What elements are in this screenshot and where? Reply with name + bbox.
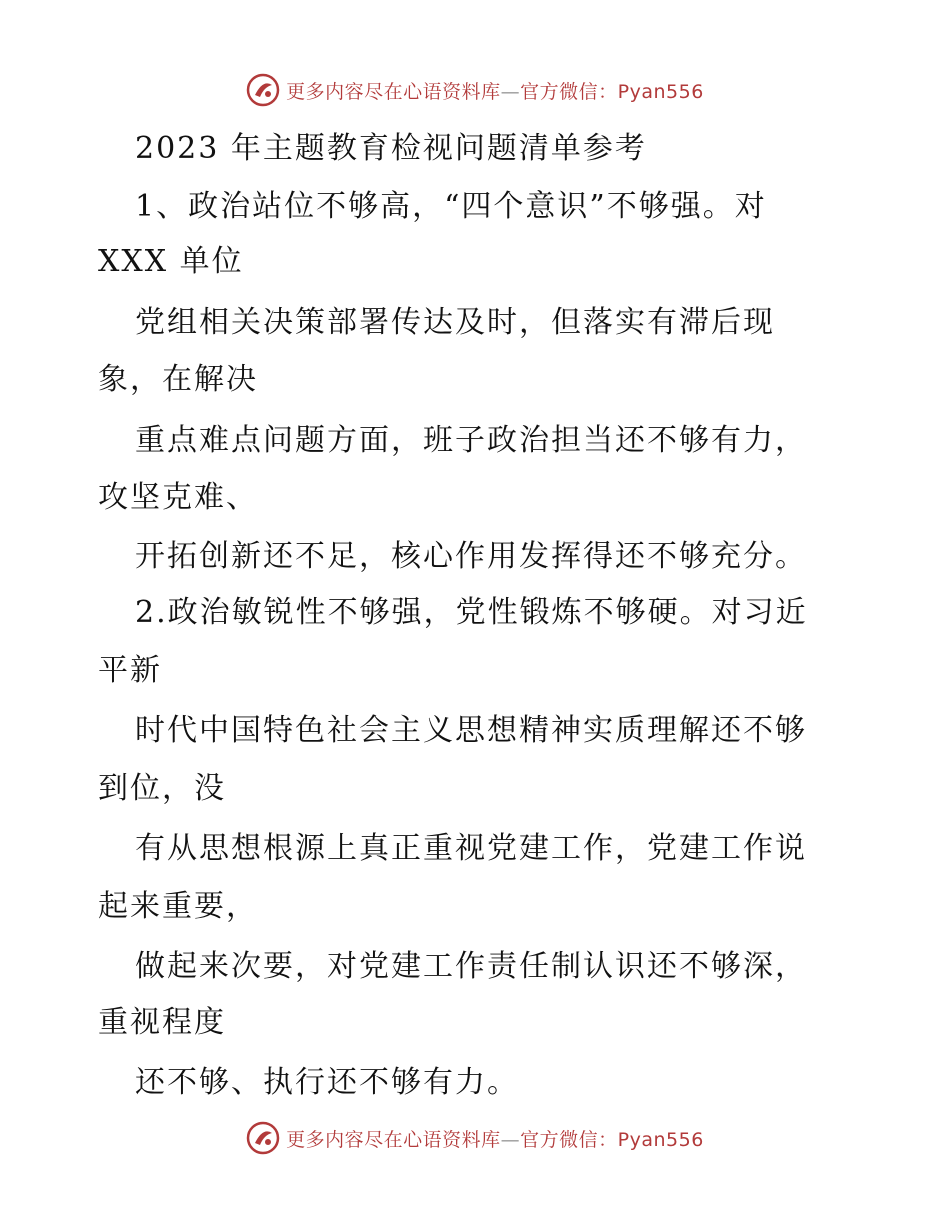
watermark-banner-top <box>0 70 950 110</box>
text-line: 重点难点问题方面，班子政治担当还不够有力， <box>135 423 807 458</box>
text-line: 到位，没 <box>98 771 226 806</box>
text-line: 攻坚克难、 <box>98 480 258 515</box>
text-line: 还不够、执行还不够有力。 <box>135 1065 519 1100</box>
text-line: 开拓创新还不足，核心作用发挥得还不够充分。 <box>135 539 807 574</box>
text-line: 平新 <box>98 653 162 688</box>
text-line: 1、政治站位不够高，“四个意识”不够强。对 <box>135 189 767 224</box>
text-line: 党组相关决策部署传达及时，但落实有滞后现 <box>135 305 775 340</box>
text-line: 时代中国特色社会主义思想精神实质理解还不够 <box>135 713 807 748</box>
text-line: 重视程度 <box>98 1005 226 1040</box>
text-line: 做起来次要，对党建工作责任制认识还不够深， <box>135 949 807 984</box>
logo-icon <box>246 73 280 107</box>
watermark-banner-bottom <box>0 1118 950 1158</box>
watermark-text: 更多内容尽在心语资料库—官方微信：Pyan556 <box>286 1128 704 1151</box>
watermark-text: 更多内容尽在心语资料库—官方微信：Pyan556 <box>286 80 704 103</box>
logo-icon <box>246 1121 280 1155</box>
document-title: 2023 年主题教育检视问题清单参考 <box>135 131 647 166</box>
text-line: 2.政治敏锐性不够强，党性锻炼不够硬。对习近 <box>135 595 808 630</box>
text-line: 象，在解决 <box>98 362 258 397</box>
text-line: 起来重要， <box>98 889 258 924</box>
text-line: 有从思想根源上真正重视党建工作，党建工作说 <box>135 831 807 866</box>
text-line: XXX 单位 <box>98 244 244 279</box>
